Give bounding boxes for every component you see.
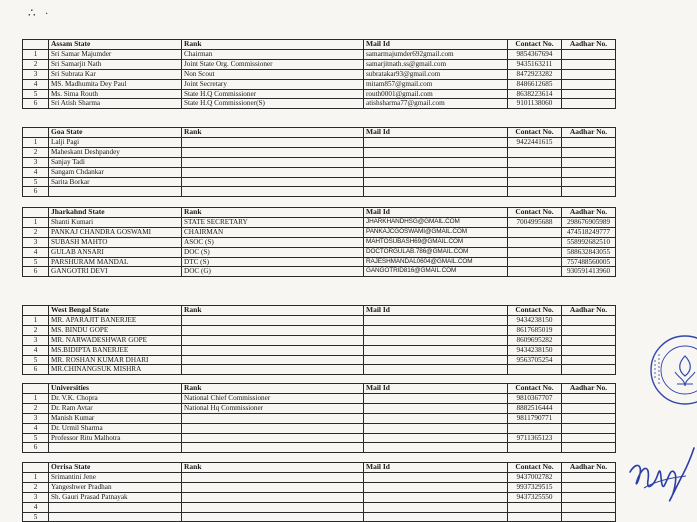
row-contact bbox=[508, 227, 562, 237]
row-mail bbox=[364, 177, 508, 187]
row-aadhar bbox=[562, 413, 616, 423]
row-name: GULAB ANSARI bbox=[49, 247, 182, 257]
row-mail bbox=[364, 502, 508, 512]
row-aadhar bbox=[562, 99, 616, 109]
row-aadhar bbox=[562, 393, 616, 403]
row-mail bbox=[364, 315, 508, 325]
table-row bbox=[23, 157, 616, 167]
section-table bbox=[22, 383, 616, 453]
row-contact: 8609695282 bbox=[508, 335, 562, 345]
row-name: MS. Madhumita Dey Paul bbox=[49, 79, 182, 89]
row-contact: 9810367707 bbox=[508, 393, 562, 403]
table-row bbox=[23, 443, 616, 453]
table-row bbox=[23, 512, 616, 522]
table-row bbox=[23, 482, 616, 492]
row-aadhar bbox=[562, 137, 616, 147]
row-mail bbox=[364, 335, 508, 345]
row-contact: 8638223614 bbox=[508, 89, 562, 99]
row-rank bbox=[182, 177, 364, 187]
corner-marks: ∴ · bbox=[28, 6, 52, 20]
header-number bbox=[23, 208, 49, 218]
header-mail: Mail Id bbox=[364, 306, 508, 316]
row-aadhar bbox=[562, 345, 616, 355]
table-row bbox=[23, 413, 616, 423]
row-name: SUBASH MAHTO bbox=[49, 237, 182, 247]
row-aadhar bbox=[562, 187, 616, 197]
row-name: Maheskant Deshpandey bbox=[49, 147, 182, 157]
header-rank: Rank bbox=[182, 463, 364, 473]
row-aadhar bbox=[562, 482, 616, 492]
row-contact bbox=[508, 443, 562, 453]
row-mail bbox=[364, 492, 508, 502]
row-name: PANKAJ CHANDRA GOSWAMI bbox=[49, 227, 182, 237]
row-mail: mitam857@gmail.com bbox=[364, 79, 508, 89]
row-number: 3 bbox=[23, 492, 49, 502]
row-aadhar bbox=[562, 315, 616, 325]
signature-icon bbox=[624, 428, 697, 508]
row-contact bbox=[508, 147, 562, 157]
header-row bbox=[23, 40, 616, 50]
row-rank bbox=[182, 433, 364, 443]
row-name: Lalji Pagi bbox=[49, 137, 182, 147]
row-rank bbox=[182, 335, 364, 345]
row-contact: 8472923282 bbox=[508, 69, 562, 79]
table-row bbox=[23, 345, 616, 355]
row-rank bbox=[182, 167, 364, 177]
header-contact: Contact No. bbox=[508, 463, 562, 473]
table-row bbox=[23, 177, 616, 187]
section-table bbox=[22, 207, 616, 277]
row-mail bbox=[364, 365, 508, 375]
table-row bbox=[23, 237, 616, 247]
row-number: 4 bbox=[23, 502, 49, 512]
row-rank bbox=[182, 147, 364, 157]
row-name: Sh. Gauri Prasad Patnayak bbox=[49, 492, 182, 502]
section-table bbox=[22, 127, 616, 197]
table-row bbox=[23, 325, 616, 335]
row-contact bbox=[508, 167, 562, 177]
header-rank: Rank bbox=[182, 208, 364, 218]
row-name bbox=[49, 502, 182, 512]
row-aadhar bbox=[562, 79, 616, 89]
row-mail bbox=[364, 413, 508, 423]
row-mail: RAJESHMANDAL0604@GMAIL.COM bbox=[364, 257, 508, 267]
row-contact bbox=[508, 502, 562, 512]
row-rank bbox=[182, 482, 364, 492]
row-name: PARSHURAM MANDAL bbox=[49, 257, 182, 267]
section-table bbox=[22, 39, 616, 109]
row-mail bbox=[364, 355, 508, 365]
section-title: West Bengal State bbox=[49, 306, 182, 316]
header-number bbox=[23, 384, 49, 394]
row-rank: CHAIRMAN bbox=[182, 227, 364, 237]
header-aadhar: Aadhar No. bbox=[562, 384, 616, 394]
row-rank: Joint State Org. Commissioner bbox=[182, 59, 364, 69]
header-rank: Rank bbox=[182, 306, 364, 316]
row-aadhar bbox=[562, 335, 616, 345]
table-row bbox=[23, 187, 616, 197]
row-number: 5 bbox=[23, 257, 49, 267]
table-row bbox=[23, 227, 616, 237]
row-rank bbox=[182, 512, 364, 522]
row-mail bbox=[364, 433, 508, 443]
section-title: Assam State bbox=[49, 40, 182, 50]
row-name: Manish Kumar bbox=[49, 413, 182, 423]
row-aadhar bbox=[562, 147, 616, 157]
row-number: 1 bbox=[23, 217, 49, 227]
row-aadhar bbox=[562, 325, 616, 335]
row-number: 4 bbox=[23, 345, 49, 355]
row-aadhar bbox=[562, 59, 616, 69]
row-rank: Chairman bbox=[182, 49, 364, 59]
row-aadhar bbox=[562, 167, 616, 177]
header-mail: Mail Id bbox=[364, 384, 508, 394]
row-name bbox=[49, 443, 182, 453]
row-name: Shanti Kumari bbox=[49, 217, 182, 227]
header-contact: Contact No. bbox=[508, 384, 562, 394]
row-name: Professor Ritu Malhotra bbox=[49, 433, 182, 443]
row-aadhar bbox=[562, 69, 616, 79]
row-contact bbox=[508, 267, 562, 277]
header-mail: Mail Id bbox=[364, 40, 508, 50]
row-rank bbox=[182, 157, 364, 167]
header-row bbox=[23, 208, 616, 218]
section-table bbox=[22, 305, 616, 375]
row-number: 3 bbox=[23, 335, 49, 345]
table-row bbox=[23, 502, 616, 512]
table-row bbox=[23, 69, 616, 79]
header-row bbox=[23, 384, 616, 394]
table-row bbox=[23, 267, 616, 277]
row-name: GANGOTRI DEVI bbox=[49, 267, 182, 277]
row-name: Sangam Chdankar bbox=[49, 167, 182, 177]
row-number: 3 bbox=[23, 413, 49, 423]
table-row bbox=[23, 403, 616, 413]
row-rank: DOC (G) bbox=[182, 267, 364, 277]
table-row bbox=[23, 217, 616, 227]
row-name: Dr. V.K. Chopra bbox=[49, 393, 182, 403]
row-aadhar bbox=[562, 89, 616, 99]
header-aadhar: Aadhar No. bbox=[562, 208, 616, 218]
row-number: 2 bbox=[23, 403, 49, 413]
row-name: Sri Atish Sharma bbox=[49, 99, 182, 109]
row-mail: samarmajumder692gmail.com bbox=[364, 49, 508, 59]
row-contact: 7004995688 bbox=[508, 217, 562, 227]
table-row bbox=[23, 247, 616, 257]
table-row bbox=[23, 433, 616, 443]
row-name: Sri Subrata Kar bbox=[49, 69, 182, 79]
row-contact: 9434238150 bbox=[508, 315, 562, 325]
header-mail: Mail Id bbox=[364, 208, 508, 218]
row-number: 6 bbox=[23, 99, 49, 109]
row-rank bbox=[182, 443, 364, 453]
row-rank bbox=[182, 345, 364, 355]
row-rank bbox=[182, 315, 364, 325]
row-aadhar bbox=[562, 177, 616, 187]
row-mail bbox=[364, 512, 508, 522]
table-row bbox=[23, 335, 616, 345]
row-contact: 8486612685 bbox=[508, 79, 562, 89]
row-name: MR. ROSHAN KUMAR DHARI bbox=[49, 355, 182, 365]
row-contact bbox=[508, 423, 562, 433]
row-contact bbox=[508, 365, 562, 375]
row-rank: DTC (S) bbox=[182, 257, 364, 267]
row-rank bbox=[182, 423, 364, 433]
row-contact: 8617685019 bbox=[508, 325, 562, 335]
row-contact bbox=[508, 247, 562, 257]
row-aadhar bbox=[562, 49, 616, 59]
row-mail: JHARKHANDHSG@GMAIL.COM bbox=[364, 217, 508, 227]
row-name: Sri Samar Majumder bbox=[49, 49, 182, 59]
header-rank: Rank bbox=[182, 128, 364, 138]
header-contact: Contact No. bbox=[508, 128, 562, 138]
header-aadhar: Aadhar No. bbox=[562, 40, 616, 50]
row-rank: National Hq Commissioner bbox=[182, 403, 364, 413]
row-mail: samarjitnath.ss@gmail.com bbox=[364, 59, 508, 69]
row-number: 5 bbox=[23, 355, 49, 365]
row-rank bbox=[182, 325, 364, 335]
row-mail bbox=[364, 345, 508, 355]
row-name: Dr. Ram Avtar bbox=[49, 403, 182, 413]
row-rank bbox=[182, 137, 364, 147]
row-number: 6 bbox=[23, 187, 49, 197]
row-name: Srimantini Jene bbox=[49, 472, 182, 482]
row-aadhar bbox=[562, 512, 616, 522]
row-number: 5 bbox=[23, 89, 49, 99]
row-mail: routh0001@gmail.com bbox=[364, 89, 508, 99]
row-rank: State H.Q Commissioner bbox=[182, 89, 364, 99]
organization-seal-icon bbox=[641, 320, 697, 420]
row-mail bbox=[364, 482, 508, 492]
section-title: Universities bbox=[49, 384, 182, 394]
row-number: 3 bbox=[23, 69, 49, 79]
row-mail bbox=[364, 187, 508, 197]
header-aadhar: Aadhar No. bbox=[562, 128, 616, 138]
row-number: 2 bbox=[23, 59, 49, 69]
row-mail bbox=[364, 472, 508, 482]
table-row bbox=[23, 89, 616, 99]
row-number: 1 bbox=[23, 393, 49, 403]
header-contact: Contact No. bbox=[508, 208, 562, 218]
header-contact: Contact No. bbox=[508, 40, 562, 50]
row-number: 2 bbox=[23, 482, 49, 492]
row-mail bbox=[364, 147, 508, 157]
row-number: 5 bbox=[23, 433, 49, 443]
row-mail bbox=[364, 403, 508, 413]
row-aadhar bbox=[562, 157, 616, 167]
row-number: 4 bbox=[23, 79, 49, 89]
header-row bbox=[23, 128, 616, 138]
table-row bbox=[23, 137, 616, 147]
row-number: 4 bbox=[23, 167, 49, 177]
row-rank bbox=[182, 365, 364, 375]
row-contact: 9422441615 bbox=[508, 137, 562, 147]
row-rank: ASOC (S) bbox=[182, 237, 364, 247]
row-mail: atishsharma77@gmail.com bbox=[364, 99, 508, 109]
row-contact bbox=[508, 512, 562, 522]
row-aadhar: 930591413960 bbox=[562, 267, 616, 277]
row-name: Sanjay Tadi bbox=[49, 157, 182, 167]
table-row bbox=[23, 365, 616, 375]
header-number bbox=[23, 463, 49, 473]
row-aadhar bbox=[562, 433, 616, 443]
row-number: 6 bbox=[23, 365, 49, 375]
table-row bbox=[23, 393, 616, 403]
row-contact: 8882516444 bbox=[508, 403, 562, 413]
header-aadhar: Aadhar No. bbox=[562, 463, 616, 473]
row-name: MR. APARAJIT BANERJEE bbox=[49, 315, 182, 325]
row-number: 3 bbox=[23, 237, 49, 247]
row-aadhar: 298676905989 bbox=[562, 217, 616, 227]
row-aadhar bbox=[562, 403, 616, 413]
row-number: 1 bbox=[23, 472, 49, 482]
table-row bbox=[23, 147, 616, 157]
row-contact: 9435163211 bbox=[508, 59, 562, 69]
row-rank bbox=[182, 502, 364, 512]
row-aadhar: 588632843055 bbox=[562, 247, 616, 257]
row-rank: STATE SECRETARY bbox=[182, 217, 364, 227]
row-rank: Non Scout bbox=[182, 69, 364, 79]
table-row bbox=[23, 49, 616, 59]
row-number: 4 bbox=[23, 423, 49, 433]
row-mail bbox=[364, 157, 508, 167]
table-row bbox=[23, 492, 616, 502]
row-rank bbox=[182, 492, 364, 502]
row-name: MS. BINDU GOPE bbox=[49, 325, 182, 335]
row-aadhar: 558992682510 bbox=[562, 237, 616, 247]
row-contact: 9437002782 bbox=[508, 472, 562, 482]
row-aadhar: 757488560005 bbox=[562, 257, 616, 267]
row-aadhar bbox=[562, 502, 616, 512]
row-mail bbox=[364, 167, 508, 177]
row-name: Yangeshwer Pradhan bbox=[49, 482, 182, 492]
row-contact: 9563705254 bbox=[508, 355, 562, 365]
header-rank: Rank bbox=[182, 40, 364, 50]
row-contact bbox=[508, 177, 562, 187]
row-contact bbox=[508, 187, 562, 197]
row-mail bbox=[364, 325, 508, 335]
row-contact bbox=[508, 157, 562, 167]
table-row bbox=[23, 99, 616, 109]
section-title: Orrisa State bbox=[49, 463, 182, 473]
row-number: 5 bbox=[23, 512, 49, 522]
row-name bbox=[49, 187, 182, 197]
header-mail: Mail Id bbox=[364, 463, 508, 473]
header-contact: Contact No. bbox=[508, 306, 562, 316]
row-aadhar bbox=[562, 443, 616, 453]
header-row bbox=[23, 463, 616, 473]
table-row bbox=[23, 59, 616, 69]
row-number: 2 bbox=[23, 227, 49, 237]
row-contact: 9854367694 bbox=[508, 49, 562, 59]
row-aadhar bbox=[562, 423, 616, 433]
table-row bbox=[23, 167, 616, 177]
row-mail bbox=[364, 443, 508, 453]
row-number: 1 bbox=[23, 315, 49, 325]
section-table bbox=[22, 462, 616, 522]
row-name: Dr. Urmil Sharma bbox=[49, 423, 182, 433]
row-number: 2 bbox=[23, 147, 49, 157]
row-number: 6 bbox=[23, 443, 49, 453]
header-number bbox=[23, 128, 49, 138]
row-number: 3 bbox=[23, 157, 49, 167]
row-number: 4 bbox=[23, 247, 49, 257]
row-rank bbox=[182, 472, 364, 482]
row-mail: DOCTORGULAB.786@GMAIL.COM bbox=[364, 247, 508, 257]
row-rank: DOC (S) bbox=[182, 247, 364, 257]
row-contact: 9811790771 bbox=[508, 413, 562, 423]
row-name: MR.CHINANGSUK MISHRA bbox=[49, 365, 182, 375]
row-contact: 9101138060 bbox=[508, 99, 562, 109]
row-contact: 9937329515 bbox=[508, 482, 562, 492]
row-name: MS.BIDIPTA BANERJEE bbox=[49, 345, 182, 355]
header-row bbox=[23, 306, 616, 316]
row-aadhar bbox=[562, 355, 616, 365]
row-name: Ms. Sima Routh bbox=[49, 89, 182, 99]
row-rank bbox=[182, 187, 364, 197]
row-aadhar: 474518249777 bbox=[562, 227, 616, 237]
section-title: Jharkahnd State bbox=[49, 208, 182, 218]
table-row bbox=[23, 315, 616, 325]
table-row bbox=[23, 472, 616, 482]
row-number: 5 bbox=[23, 177, 49, 187]
row-number: 1 bbox=[23, 49, 49, 59]
row-mail bbox=[364, 137, 508, 147]
header-mail: Mail Id bbox=[364, 128, 508, 138]
row-aadhar bbox=[562, 365, 616, 375]
header-number bbox=[23, 306, 49, 316]
section-title: Goa State bbox=[49, 128, 182, 138]
row-mail bbox=[364, 393, 508, 403]
row-rank: Joint Secretary bbox=[182, 79, 364, 89]
row-contact: 9437325550 bbox=[508, 492, 562, 502]
row-rank bbox=[182, 355, 364, 365]
table-row bbox=[23, 257, 616, 267]
row-name bbox=[49, 512, 182, 522]
row-aadhar bbox=[562, 472, 616, 482]
table-row bbox=[23, 355, 616, 365]
row-mail: GANGOTRID816@GMAIL.COM bbox=[364, 267, 508, 277]
header-aadhar: Aadhar No. bbox=[562, 306, 616, 316]
row-number: 2 bbox=[23, 325, 49, 335]
table-row bbox=[23, 423, 616, 433]
row-aadhar bbox=[562, 492, 616, 502]
row-mail: subratakar93@gmail.com bbox=[364, 69, 508, 79]
row-name: Sri Samarjit Nath bbox=[49, 59, 182, 69]
row-mail: MAHTOSUBASH69@GMAIL.COM bbox=[364, 237, 508, 247]
row-mail: PANKAJCGOSWAMI@GMAIL.COM bbox=[364, 227, 508, 237]
header-number bbox=[23, 40, 49, 50]
row-rank: National Chief Commissioner bbox=[182, 393, 364, 403]
table-row bbox=[23, 79, 616, 89]
row-rank: State H.Q Commissioner(S) bbox=[182, 99, 364, 109]
row-contact: 9711365123 bbox=[508, 433, 562, 443]
row-rank bbox=[182, 413, 364, 423]
row-name: MR. NARWADESHWAR GOPE bbox=[49, 335, 182, 345]
row-name: Sarita Borkar bbox=[49, 177, 182, 187]
row-number: 1 bbox=[23, 137, 49, 147]
row-mail bbox=[364, 423, 508, 433]
row-contact bbox=[508, 257, 562, 267]
header-rank: Rank bbox=[182, 384, 364, 394]
row-contact: 9434238150 bbox=[508, 345, 562, 355]
row-number: 6 bbox=[23, 267, 49, 277]
row-contact bbox=[508, 237, 562, 247]
